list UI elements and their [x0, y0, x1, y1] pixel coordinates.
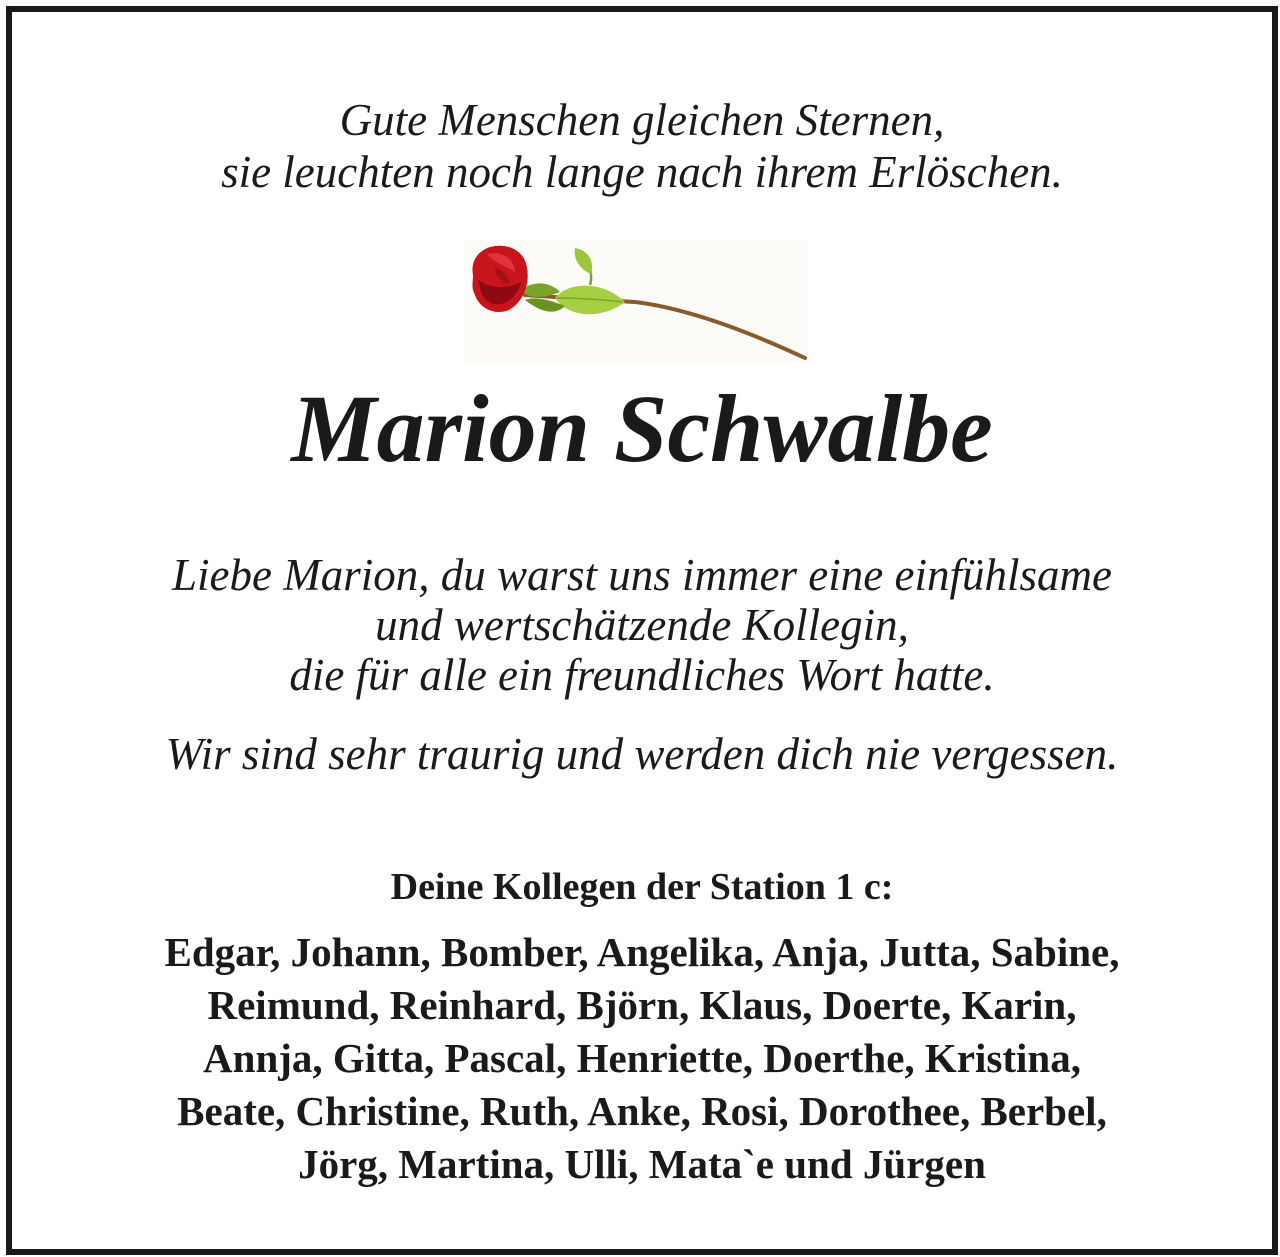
message-line: Liebe Marion, du warst uns immer eine einfühlsame — [172, 550, 1112, 600]
names-line: Beate, Christine, Ruth, Anke, Rosi, Dorothee, Berbel, — [177, 1088, 1107, 1134]
rose-icon — [465, 240, 807, 364]
colleague-names — [12, 926, 1272, 1191]
quote-line: Gute Menschen gleichen Sternen, — [339, 95, 945, 145]
closing-line: Wir sind sehr traurig und werden dich nie vergessen. — [165, 729, 1119, 779]
obituary-frame — [6, 6, 1278, 1255]
names-line: Edgar, Johann, Bomber, Angelika, Anja, Jutta, Sabine, — [164, 929, 1120, 975]
deceased-name: Marion Schwalbe — [291, 375, 993, 482]
names-line: Reimund, Reinhard, Björn, Klaus, Doerte, Karin, — [207, 982, 1077, 1028]
message — [12, 550, 1272, 700]
quote — [12, 94, 1272, 198]
message-line: die für alle ein freundliches Wort hatte. — [289, 650, 995, 700]
message-line: und wertschätzende Kollegin, — [375, 600, 909, 650]
signoff-heading: Deine Kollegen der Station 1 c: — [390, 866, 894, 908]
rose-image — [465, 240, 807, 364]
names-line: Annja, Gitta, Pascal, Henriette, Doerthe, Kristina, — [203, 1035, 1081, 1081]
quote-line: sie leuchten noch lange nach ihrem Erlöschen. — [221, 147, 1063, 197]
names-line: Jörg, Martina, Ulli, Mata`e und Jürgen — [298, 1141, 986, 1187]
